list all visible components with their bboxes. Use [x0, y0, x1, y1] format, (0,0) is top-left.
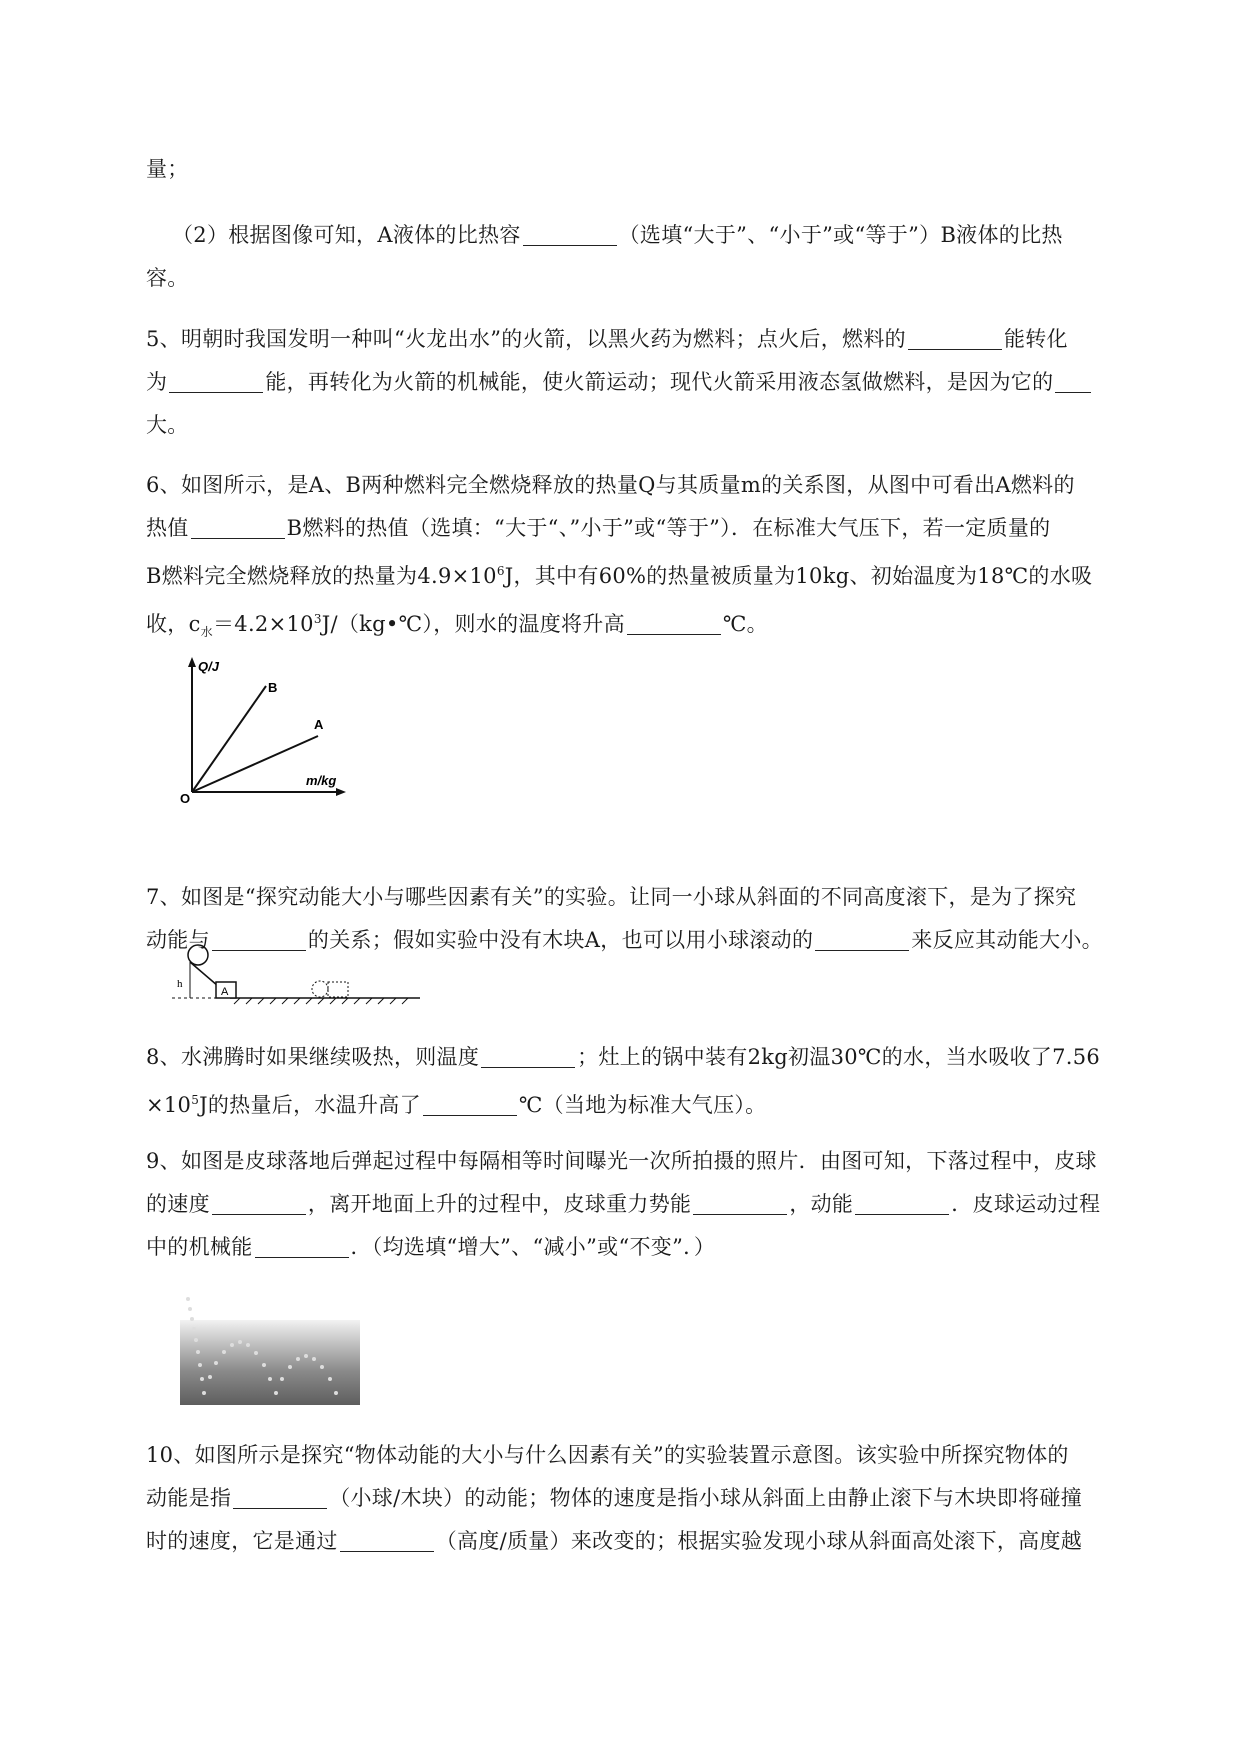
- answer-blank[interactable]: [191, 516, 285, 539]
- dashed-ball-icon: [312, 981, 328, 997]
- answer-blank[interactable]: [627, 612, 721, 635]
- answer-blank[interactable]: [233, 1486, 327, 1509]
- line-a-label: A: [314, 717, 324, 732]
- y-axis-arrow-icon: [188, 657, 196, 667]
- ground-hatching: [234, 998, 408, 1004]
- answer-blank[interactable]: [1055, 370, 1091, 393]
- incline-experiment-diagram: [172, 938, 422, 1008]
- answer-blank[interactable]: [169, 370, 263, 393]
- answer-blank[interactable]: [255, 1235, 349, 1258]
- question-8: 8、水沸腾时如果继续吸热，则温度 ；灶上的锅中装有2kg初温30℃的水，当水吸收了7.56 $\times 10^5J$的热量后，水温升高了 ℃（当地为标准大气压）。: [146, 1045, 1101, 1117]
- dashed-block: [328, 982, 348, 997]
- line-b-label: B: [268, 680, 278, 695]
- bouncing-ball-trajectory: [180, 1295, 360, 1407]
- question-6: 6、如图所示，是A、B两种燃料完全燃烧释放的热量Q与其质量m的关系图，从图中可看出A燃料的 热值 B燃料的热值（选填：“大于“、”小于”或“等于”）．在标准大气压下，若一定质量的 B燃料完全燃烧释放的热量为$4.9\times 10^6J$，其中有60%的热量被质量为10kg、初始温度为18℃的水吸 收，$c_水=4.2\times 10^3J/(kg•℃)$，则水的温度将升高 ℃。: [146, 473, 1093, 640]
- answer-blank[interactable]: [693, 1192, 787, 1215]
- question-5: 5、明朝时我国发明一种叫“火龙出水”的火箭，以黑火药为燃料；点火后，燃料的 能转化 为 能，再转化为火箭的机械能，使火箭运动；现代火箭采用液态氢做燃料，是因为它的 大。: [146, 318, 1154, 447]
- y-axis-label: Q/J: [198, 659, 219, 674]
- paragraph-continuation: 量；: [146, 157, 189, 181]
- answer-blank[interactable]: [481, 1045, 575, 1068]
- answer-blank[interactable]: [523, 223, 617, 246]
- heat-mass-graph: [180, 655, 360, 805]
- block-label: A: [221, 986, 229, 998]
- answer-blank[interactable]: [815, 928, 909, 951]
- question-9: 9、如图是皮球落地后弹起过程中每隔相等时间曝光一次所拍摄的照片．由图可知，下落过程中，皮球 的速度 ，离开地面上升的过程中，皮球重力势能 ，动能 ．皮球运动过程 中的机械能 ．（均选填“增大”、“减小”或“不变”．）: [146, 1149, 1101, 1259]
- question-7: 7、如图是“探究动能大小与哪些因素有关”的实验。让同一小球从斜面的不同高度滚下，是为了探究 动能与 的关系；假如实验中没有木块A，也可以用小球滚动的 来反应其动能大小。: [146, 885, 1103, 952]
- answer-blank[interactable]: [212, 1192, 306, 1215]
- answer-blank[interactable]: [908, 327, 1002, 350]
- answer-blank[interactable]: [423, 1093, 517, 1116]
- ball-exposure-dots: [186, 1297, 338, 1395]
- x-axis-arrow-icon: [336, 788, 346, 796]
- question-4-part-2: （2）根据图像可知，A液体的比热容 （选填“大于”、“小于”或“等于”）B液体的比热 容。: [146, 223, 1063, 290]
- origin-label: O: [180, 791, 191, 805]
- height-label: h: [177, 978, 183, 990]
- question-10: 10、如图所示是探究“物体动能的大小与什么因素有关”的实验装置示意图。该实验中所探究物体的 动能是指 （小球/木块）的动能；物体的速度是指小球从斜面上由静止滚下与木块即将碰撞 时的速度，它是通过 （高度/质量）来改变的；根据实验发现小球从斜面高处滚下，高度越: [146, 1443, 1083, 1553]
- answer-blank[interactable]: [855, 1192, 949, 1215]
- x-axis-label: m/kg: [306, 773, 337, 788]
- answer-blank[interactable]: [340, 1529, 434, 1552]
